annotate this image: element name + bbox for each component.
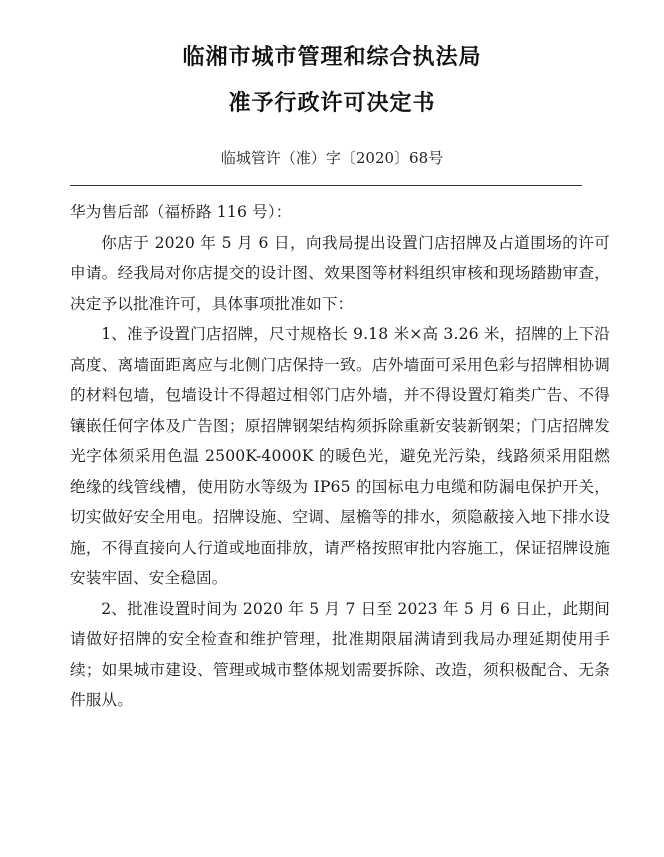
document-title: 准予行政许可决定书	[228, 91, 436, 116]
document-number: 临城管许（准）字〔2020〕68号	[220, 149, 444, 167]
document-body	[70, 197, 610, 716]
paragraph-application: 你店于 2020 年 5 月 6 日，向我局提出设置门店招牌及占道围场的许可申请。经我局对你店提交的设计图、效果图等材料组织审核和现场踏勘审查，决定予以批准许可，具体事项批准如下：	[70, 233, 610, 313]
org-title: 临湘市城市管理和综合执法局	[182, 45, 482, 70]
header-divider	[70, 185, 582, 186]
paragraph-item-1: 1、准予设置门店招牌，尺寸规格长 9.18 米×高 3.26 米，招牌的上下沿高度、离墙面距离应与北侧门店保持一致。店外墙面可采用色彩与招牌相协调的材料包墙，包墙设计不得超过相邻门店外墙，并不得设置灯箱类广告、不得镶嵌任何字体及广告图；原招牌钢架结构须拆除重新安装新钢架；门店招牌发光字体须采用色温 2500K-4000K 的暖色光，避免光污染，线路须采用阻燃绝缘的线管线槽，使用防水等级为 IP65 的国标电力电缆和防漏电保护开关，切实做好安全用电。招牌设施、空调、屋檐等的排水，须隐蔽接入地下排水设施，不得直接向人行道或地面排放，请严格按照审批内容施工，保证招牌设施安装牢固、安全稳固。	[70, 325, 610, 587]
paragraph-item-2: 2、批准设置时间为 2020 年 5 月 7 日至 2023 年 5 月 6 日止，此期间请做好招牌的安全检查和维护管理，批准期限届满请到我局办理延期使用手续；如果城市建设、管理或城市整体规划需要拆除、改造，须积极配合、无条件服从。	[70, 599, 610, 709]
addressee: 华为售后部（福桥路 116 号）：	[70, 203, 292, 221]
